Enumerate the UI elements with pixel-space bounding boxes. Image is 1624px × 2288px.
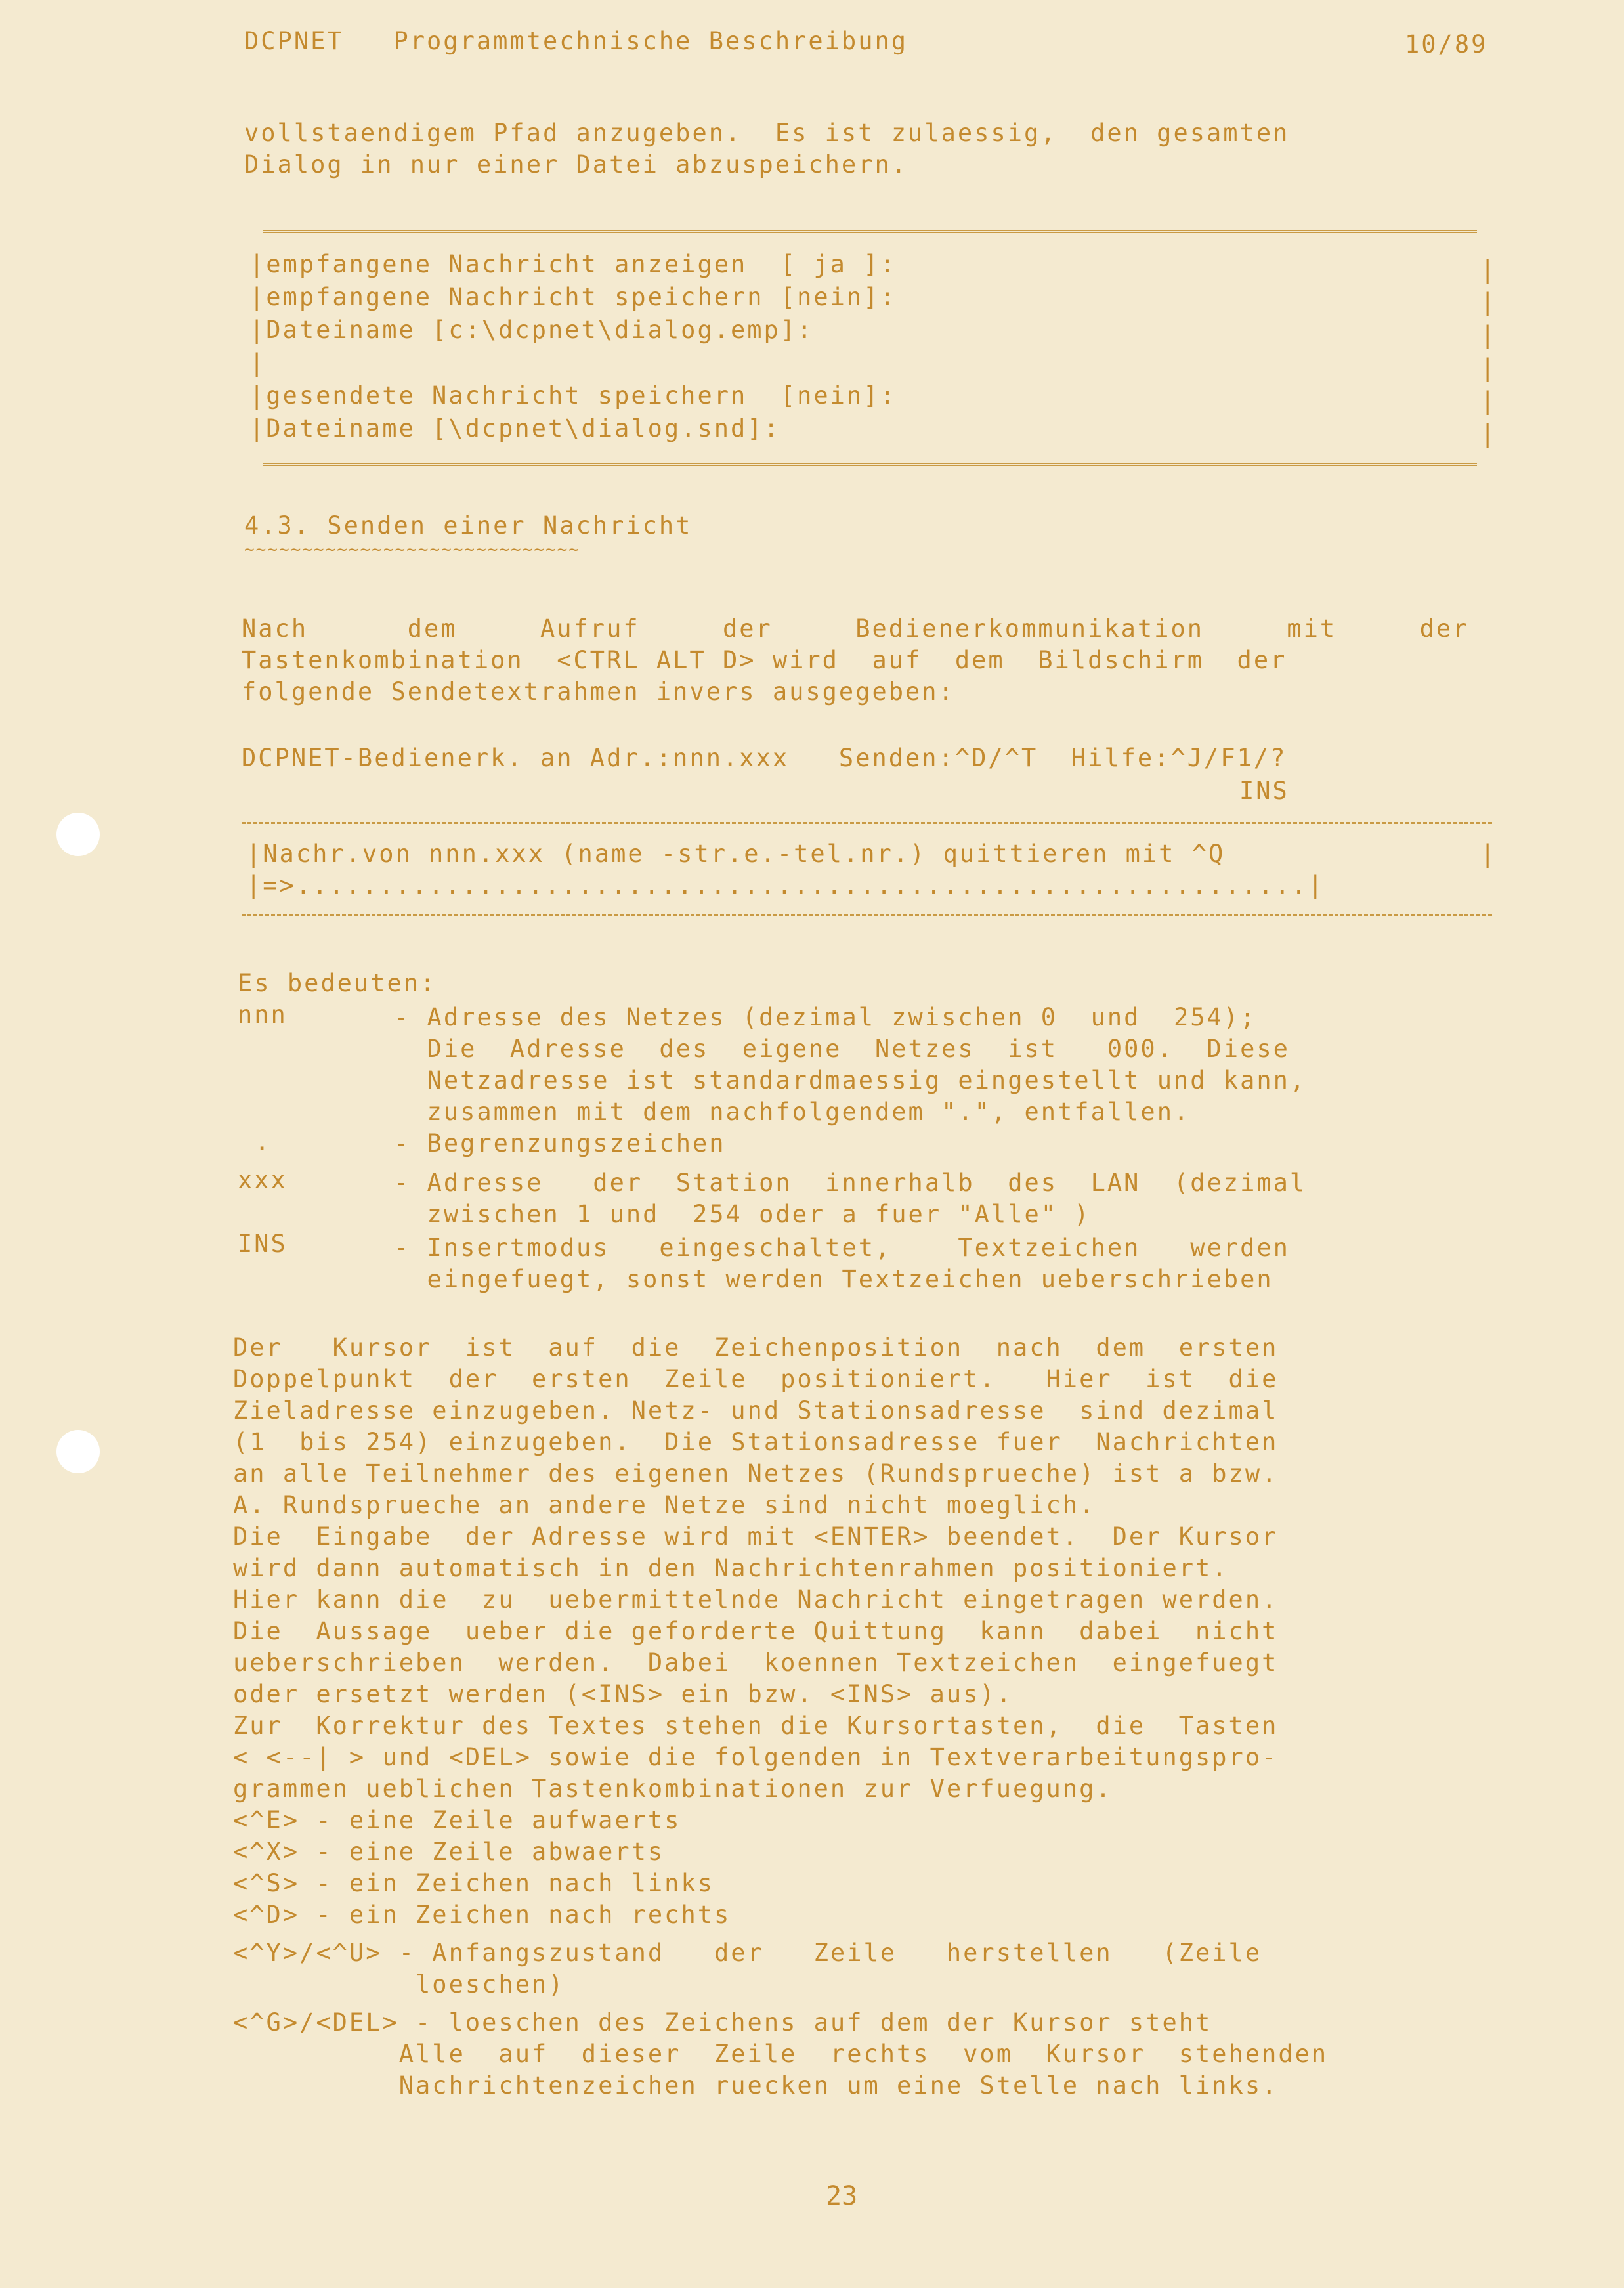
definition-text: - Adresse der Station innerhalb des LAN (dezimal: [394, 1169, 1307, 1197]
definition-text: zwischen 1 und 254 oder a fuer "Alle" ): [394, 1200, 1091, 1228]
paragraph-line: Nachrichtenzeichen ruecken um eine Stelle nach links.: [233, 2071, 1279, 2100]
dialog-line: |Dateiname [c:\dcpnet\dialog.emp]:: [249, 316, 814, 344]
frame-separator: [242, 914, 1492, 916]
punch-hole: [56, 813, 100, 856]
header-title: DCPNET Programmtechnische Beschreibung: [244, 27, 908, 55]
message-line: |Nachr.von nnn.xxx (name -str.e.-tel.nr.) quittieren mit ^Q: [246, 840, 1226, 868]
paragraph-line: Tastenkombination <CTRL ALT D> wird auf dem Bildschirm der: [242, 646, 1287, 674]
ins-indicator: INS: [1239, 777, 1289, 805]
definition-term: xxx: [238, 1166, 288, 1194]
paragraph-line: <^Y>/<^U> - Anfangszustand der Zeile herstellen (Zeile: [233, 1939, 1262, 1967]
definition-text: Die Adresse des eigene Netzes ist 000. Diese: [394, 1035, 1290, 1063]
paragraph-line: folgende Sendetextrahmen invers ausgegeben:: [242, 678, 955, 706]
frame-right-border: |: [1480, 840, 1497, 868]
dialog-line: |gesendete Nachricht speichern [nein]:: [249, 381, 897, 410]
paragraph-line: <^E> - eine Zeile aufwaerts: [233, 1806, 681, 1834]
punch-hole: [56, 1430, 100, 1473]
definition-term: INS: [238, 1230, 288, 1258]
box-right-border: |: [1480, 387, 1497, 415]
definition-text: - Insertmodus eingeschaltet, Textzeichen werden: [394, 1234, 1290, 1262]
paragraph-line: Zur Korrektur des Textes stehen die Kursortasten, die Tasten: [233, 1712, 1279, 1740]
box-right-border: |: [1480, 354, 1497, 382]
box-right-border: |: [1480, 288, 1497, 316]
definition-text: eingefuegt, sonst werden Textzeichen ueberschrieben: [394, 1265, 1273, 1293]
paragraph-line: grammen ueblichen Tastenkombinationen zur Verfuegung.: [233, 1775, 1113, 1803]
paragraph-line: A. Rundsprueche an andere Netze sind nicht moeglich.: [233, 1491, 1096, 1519]
intro-line: Dialog in nur einer Datei abzuspeichern.: [244, 150, 908, 179]
paragraph-line: Der Kursor ist auf die Zeichenposition nach dem ersten: [233, 1333, 1279, 1362]
dialog-line: |empfangene Nachricht anzeigen [ ja ]:: [249, 250, 897, 278]
definition-text: Netzadresse ist standardmaessig eingestellt und kann,: [394, 1066, 1307, 1094]
box-right-border: |: [1480, 420, 1497, 448]
definition-term: nnn: [238, 1001, 288, 1029]
paragraph-line: oder ersetzt werden (<INS> ein bzw. <INS> aus).: [233, 1680, 1013, 1708]
box-right-border: |: [1480, 255, 1497, 284]
paragraph-line: Die Eingabe der Adresse wird mit <ENTER> beendet. Der Kursor: [233, 1522, 1279, 1551]
paragraph-line: an alle Teilnehmer des eigenen Netzes (Rundsprueche) ist a bzw.: [233, 1459, 1279, 1488]
section-heading: 4.3. Senden einer Nachricht: [244, 511, 693, 540]
page-number: 23: [826, 2181, 858, 2211]
paragraph-line: Hier kann die zu uebermittelnde Nachricht eingetragen werden.: [233, 1586, 1279, 1614]
header-page-ref: 10/89: [1405, 30, 1488, 58]
paragraph-line: <^S> - ein Zeichen nach links: [233, 1869, 715, 1897]
paragraph-line: (1 bis 254) einzugeben. Die Stationsadresse fuer Nachrichten: [233, 1428, 1279, 1456]
input-line: |=>.............................................................|: [246, 871, 1325, 899]
dialog-line: |Dateiname [\dcpnet\dialog.snd]:: [249, 414, 780, 442]
paragraph-line: Nach dem Aufruf der Bedienerkommunikation mit der: [242, 615, 1470, 643]
paragraph-line: Die Aussage ueber die geforderte Quittung kann dabei nicht: [233, 1617, 1279, 1645]
paragraph-line: Zieladresse einzugeben. Netz- und Stationsadresse sind dezimal: [233, 1396, 1279, 1425]
box-bottom-border: [263, 463, 1477, 466]
definition-text: - Adresse des Netzes (dezimal zwischen 0 und 254);: [394, 1003, 1257, 1031]
dialog-line: |: [249, 349, 267, 377]
paragraph-line: loeschen): [233, 1970, 565, 1998]
definitions-title: Es bedeuten:: [238, 969, 437, 997]
box-right-border: |: [1480, 321, 1497, 349]
paragraph-line: <^X> - eine Zeile abwaerts: [233, 1838, 665, 1866]
paragraph-line: wird dann automatisch in den Nachrichtenrahmen positioniert.: [233, 1554, 1229, 1582]
paragraph-line: <^G>/<DEL> - loeschen des Zeichens auf dem der Kursor steht: [233, 2008, 1212, 2037]
paragraph-line: <^D> - ein Zeichen nach rechts: [233, 1901, 731, 1929]
dialog-line: |empfangene Nachricht speichern [nein]:: [249, 283, 897, 311]
box-top-border: [263, 230, 1477, 233]
frame-separator: [242, 822, 1492, 824]
paragraph-line: < <--| > und <DEL> sowie die folgenden in Textverarbeitungspro-: [233, 1743, 1279, 1771]
paragraph-line: Doppelpunkt der ersten Zeile positioniert. Hier ist die: [233, 1365, 1279, 1393]
intro-line: vollstaendigem Pfad anzugeben. Es ist zulaessig, den gesamten: [244, 119, 1290, 147]
frame-top-line: DCPNET-Bedienerk. an Adr.:nnn.xxx Senden:^D/^T Hilfe:^J/F1/?: [242, 744, 1287, 772]
definition-term: .: [255, 1128, 272, 1156]
paragraph-line: Alle auf dieser Zeile rechts vom Kursor stehenden: [233, 2040, 1329, 2068]
paragraph-line: ueberschrieben werden. Dabei koennen Textzeichen eingefuegt: [233, 1649, 1279, 1677]
section-underline: ~~~~~~~~~~~~~~~~~~~~~~~~~~~~~: [244, 540, 580, 559]
definition-text: - Begrenzungszeichen: [394, 1129, 726, 1157]
definition-text: zusammen mit dem nachfolgendem ".", entfallen.: [394, 1098, 1191, 1126]
